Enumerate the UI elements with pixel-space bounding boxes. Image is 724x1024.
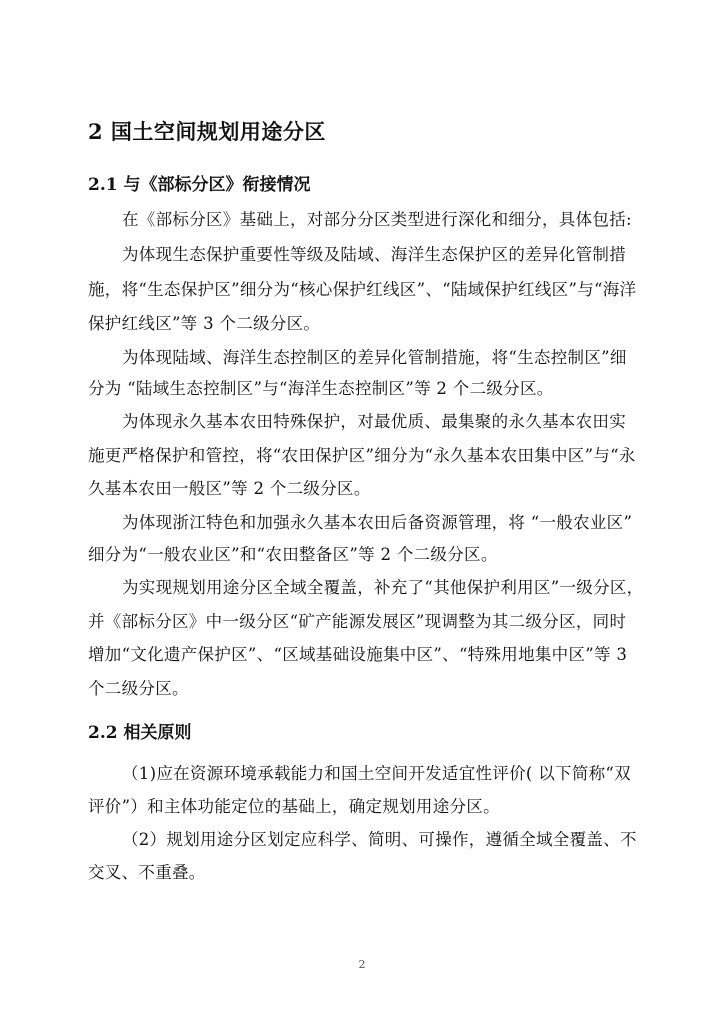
page-number: 2 [358, 958, 366, 971]
paragraph-line: 施更严格保护和管控，将“农田保护区”细分为“永久基本农田集中区”与“永 [88, 446, 636, 465]
paragraph-line: 久基本农田一般区”等 2 个二级分区。 [88, 479, 371, 498]
paragraph-line: 细分为“一般农业区”和“农田整备区”等 2 个二级分区。 [88, 545, 498, 564]
subsection-heading-2-1: 2.1 与《部标分区》衔接情况 [88, 175, 311, 195]
paragraph-line: 施，将“生态保护区”细分为“核心保护红线区”、“陆域保护红线区”与“海洋 [88, 280, 637, 299]
paragraph-line: 为体现陆域、海洋生态控制区的差异化管制措施，将“生态控制区”细 [122, 348, 627, 367]
paragraph-line: 评价”）和主体功能定位的基础上，确定规划用途分区。 [88, 797, 500, 816]
section-heading: 2 国土空间规划用途分区 [88, 119, 326, 144]
paragraph-line: 保护红线区”等 3 个二级分区。 [88, 314, 321, 333]
paragraph-line: 个二级分区。 [88, 679, 189, 698]
paragraph-line: 为体现生态保护重要性等级及陆域、海洋生态保护区的差异化管制措 [122, 245, 626, 264]
paragraph-line: 为实现规划用途分区全域全覆盖，补充了“其他保护利用区”一级分区， [122, 578, 644, 597]
paragraph-line: 并《部标分区》中一级分区“矿产能源发展区”现调整为其二级分区，同时 [88, 612, 627, 631]
paragraph-line: 为体现浙江特色和加强永久基本农田后备资源管理，将 “一般农业区” [122, 513, 633, 532]
subsection-heading-2-2: 2.2 相关原则 [88, 723, 192, 743]
paragraph-line: 在《部标分区》基础上，对部分分区类型进行深化和细分，具体包括: [122, 210, 632, 229]
paragraph-line: 增加“文化遗产保护区”、“区域基础设施集中区”、“特殊用地集中区”等 3 [88, 645, 628, 664]
paragraph-line: 分为 “陆域生态控制区”与“海洋生态控制区”等 2 个二级分区。 [88, 379, 554, 398]
paragraph-line: （1)应在资源环境承载能力和国土空间开发适宜性评价( 以下简称“双 [122, 764, 631, 783]
paragraph-line: 为体现永久基本农田特殊保护，对最优质、最集聚的永久基本农田实 [122, 412, 626, 431]
paragraph-line: 交叉、不重叠。 [88, 863, 206, 882]
paragraph-line: （2）规划用途分区划定应科学、简明、可操作，遵循全域全覆盖、不 [122, 830, 637, 849]
